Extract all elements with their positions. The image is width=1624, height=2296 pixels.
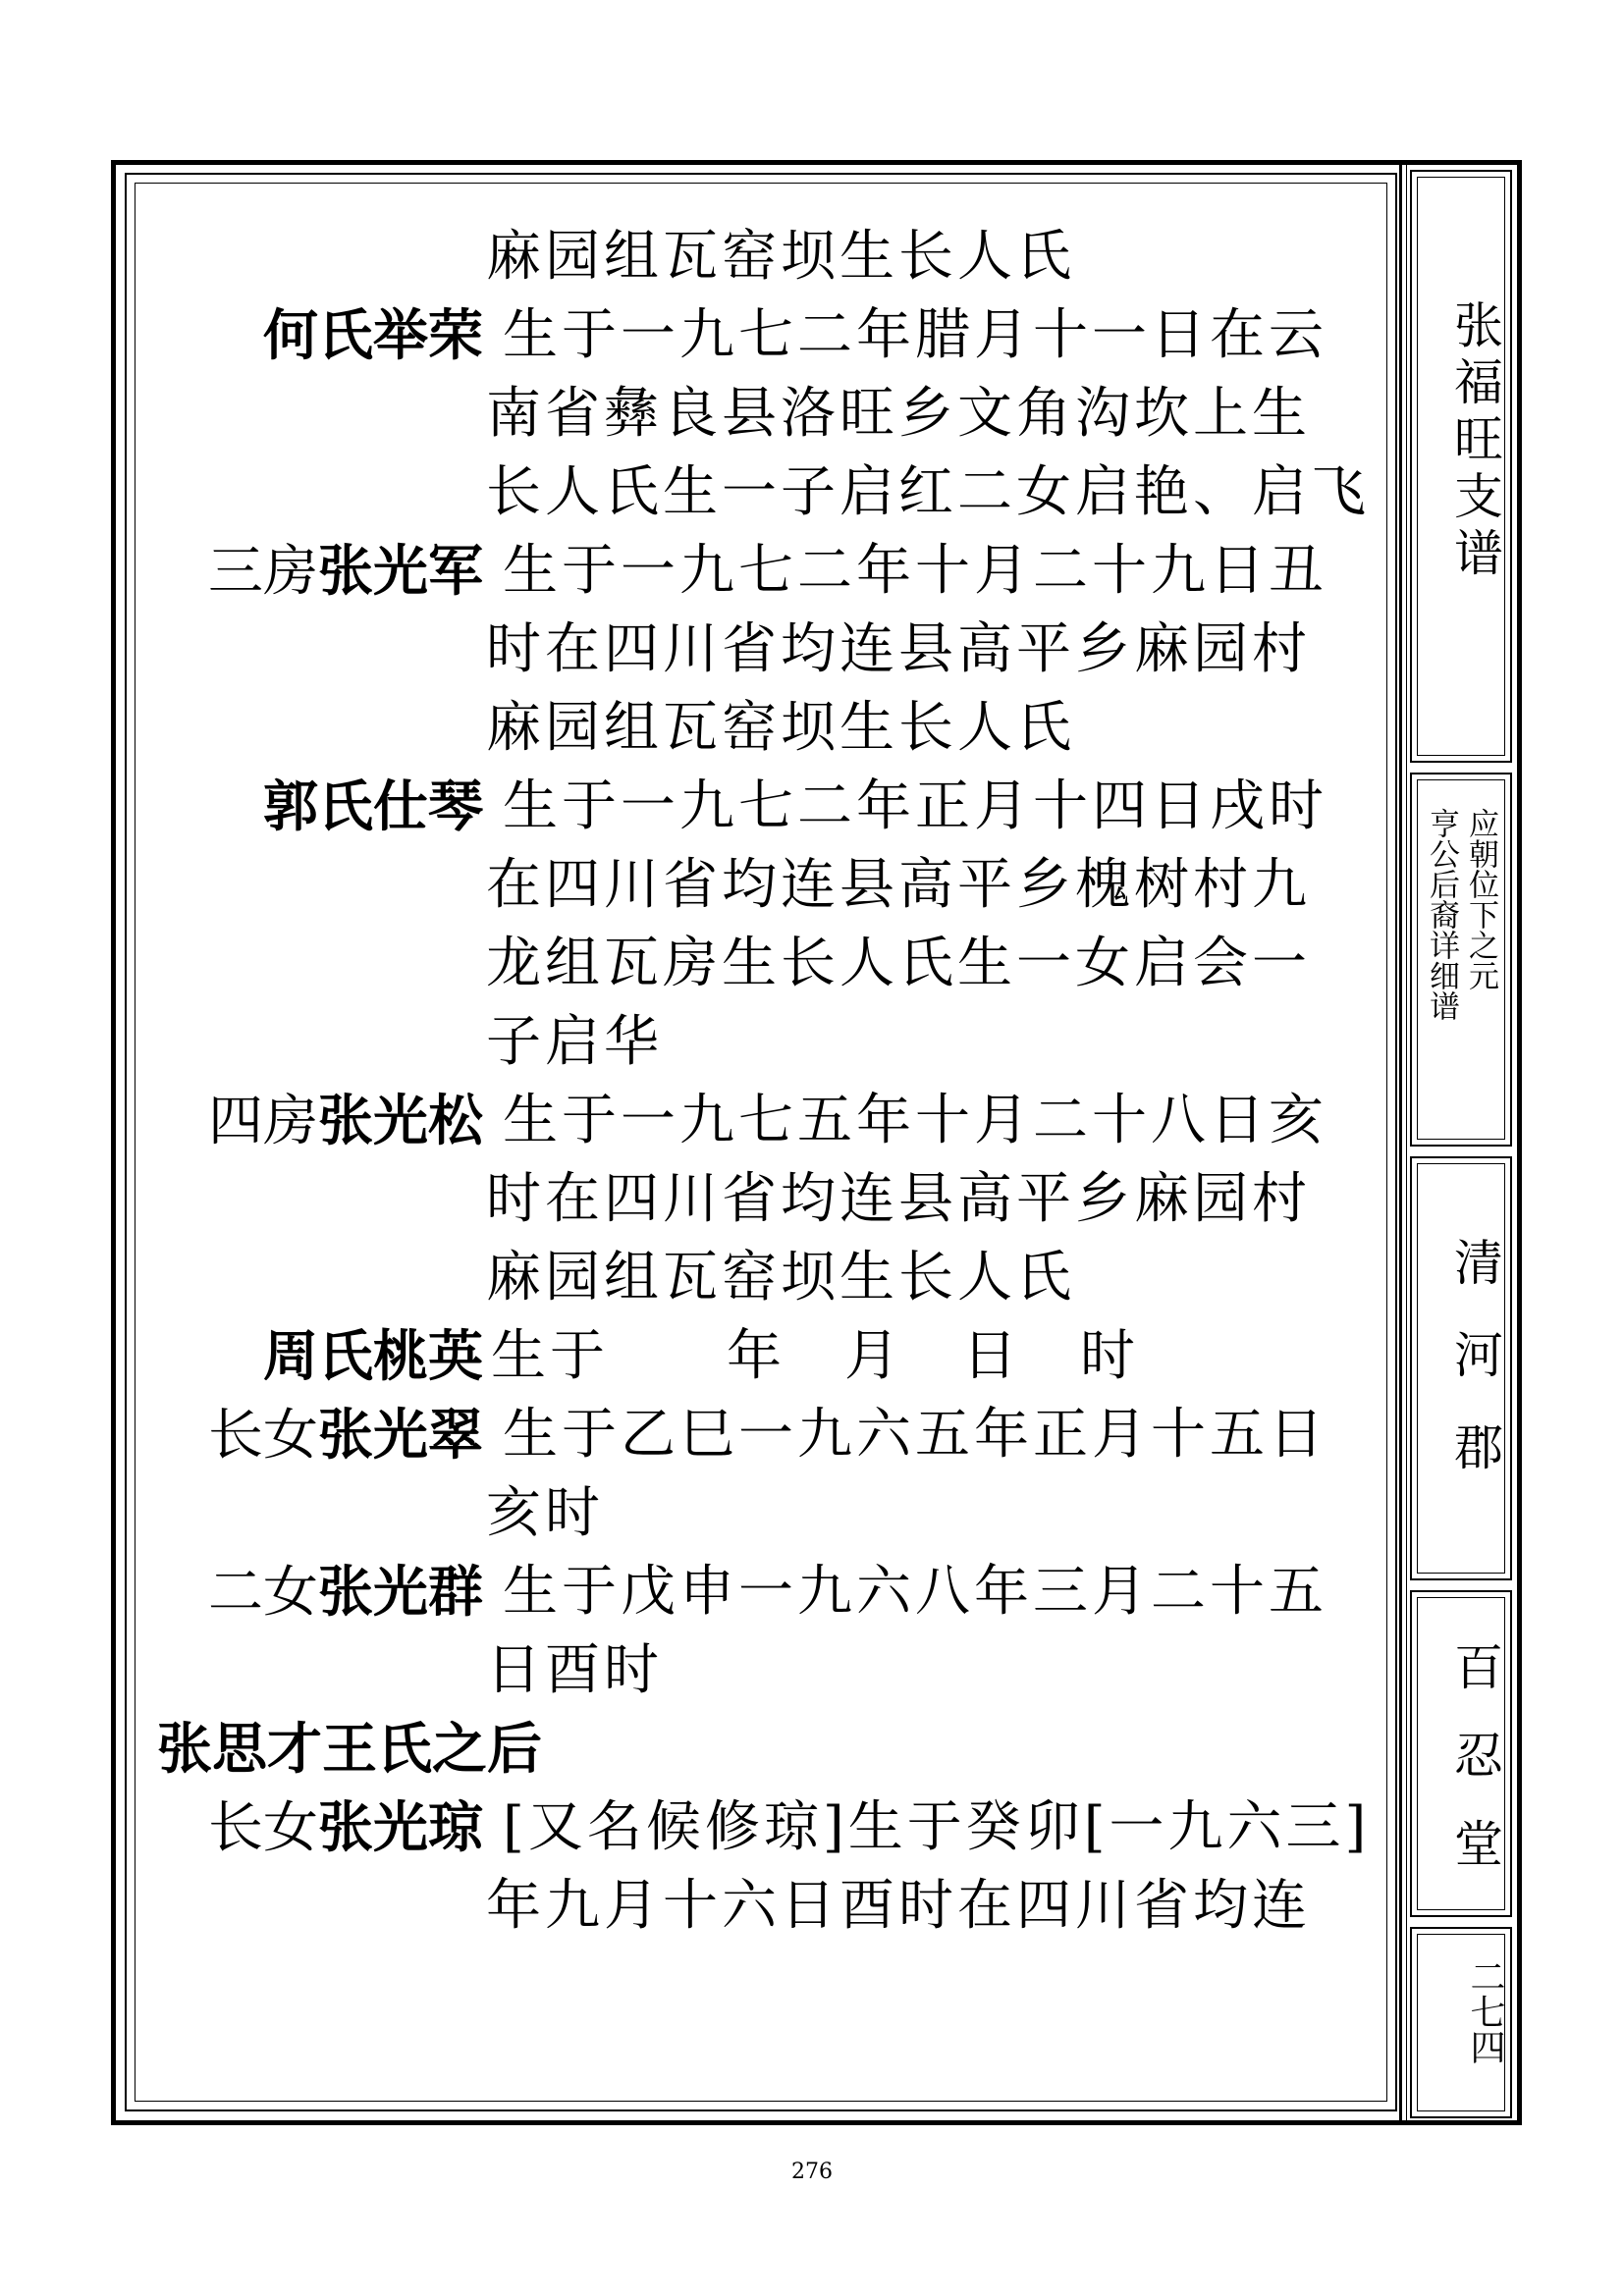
entry-text: 生于一九七二年正月十四日戌时: [503, 774, 1327, 838]
person-name: 张光军: [318, 539, 483, 604]
entry-continuation: 年九月十六日酉时在四川省均连: [486, 1874, 1311, 1938]
entry-text: 生于一九七二年腊月十一日在云: [503, 303, 1327, 367]
text-line: [157, 689, 1370, 768]
person-name: 张光群: [318, 1560, 483, 1625]
entry-continuation: 日酉时: [486, 1638, 663, 1702]
entry-continuation: 麻园组瓦窑坝生长人氏: [486, 696, 1075, 760]
divider-rule: [1399, 165, 1402, 2120]
text-line: [157, 1003, 1370, 1082]
leaf-number: 二七四: [1465, 1958, 1505, 2064]
text-line: [157, 454, 1370, 532]
text-line: [157, 1160, 1370, 1239]
relation-prefix: 长女: [208, 1796, 318, 1860]
lineage-note-right: 应朝位下之元: [1463, 808, 1498, 990]
entry-text: 生于戊申一九六八年三月二十五: [503, 1560, 1327, 1624]
person-name: 张光琼: [318, 1795, 483, 1860]
entry-label: [157, 532, 483, 611]
text-line: [157, 375, 1370, 454]
sidebar-commandery-cell: [1410, 1156, 1512, 1580]
entry-continuation: 子启华: [486, 1010, 663, 1074]
entry-text: 生于乙巳一九六五年正月十五日: [503, 1403, 1327, 1467]
sidebar-title-cell: [1410, 170, 1512, 763]
entry-continuation: 龙组瓦房生长人氏生一女启会一: [486, 932, 1311, 995]
entry-text: [又名候修琼]生于癸卯[一九六三]: [503, 1795, 1371, 1859]
text-line: [157, 1867, 1370, 1946]
entry-continuation: 长人氏生一子启红二女启艳、启飞: [486, 460, 1370, 524]
entry-label: [157, 1789, 483, 1867]
entry-continuation: 南省彝良县洛旺乡文角沟坎上生: [486, 382, 1311, 446]
text-line: [157, 532, 1370, 611]
entry-continuation: 时在四川省均连县高平乡麻园村: [486, 1167, 1311, 1231]
sidebar-hall-cell: [1410, 1590, 1512, 1917]
commandery-name: 清河郡: [1446, 1237, 1503, 1514]
lineage-note-left: 亨公后裔详细谱: [1424, 808, 1459, 1021]
page-number: 276: [791, 2160, 833, 2184]
text-line: [157, 611, 1370, 689]
entry-continuation: 在四川省均连县高平乡槐树村九: [486, 853, 1311, 917]
entry-text: 生于 年 月 日 时: [491, 1324, 1139, 1388]
text-line: [157, 925, 1370, 1003]
entry-label: [157, 1082, 483, 1160]
entry-continuation: 亥时: [486, 1481, 604, 1545]
person-name: 何氏举荣: [263, 303, 483, 368]
person-name: 周氏桃英: [263, 1324, 483, 1389]
text-line: [157, 846, 1370, 925]
entry-continuation: 麻园组瓦窑坝生长人氏: [486, 1246, 1075, 1309]
relation-prefix: 三房: [208, 540, 318, 604]
text-line: [157, 1317, 1370, 1396]
divider-rule-thin: [1406, 165, 1407, 2120]
text-line: [157, 1710, 1370, 1789]
text-line: [157, 1631, 1370, 1710]
genealogy-title: 张福旺支谱: [1446, 299, 1503, 584]
entry-text: 生于一九七二年十月二十九日丑: [503, 539, 1327, 603]
section-heading: 张思才王氏之后: [157, 1717, 542, 1782]
text-line: [157, 1553, 1370, 1631]
entry-label: [157, 1317, 483, 1396]
entry-label: [157, 296, 483, 375]
entry-label: [157, 1553, 483, 1631]
entry-continuation: 时在四川省均连县高平乡麻园村: [486, 617, 1311, 681]
entry-text: 生于一九七五年十月二十八日亥: [503, 1089, 1327, 1152]
text-line: [157, 218, 1370, 296]
person-name: 郭氏仕琴: [263, 774, 483, 839]
text-line: [157, 768, 1370, 846]
text-line: [157, 296, 1370, 375]
sidebar-lineage-cell: [1410, 773, 1512, 1147]
text-line: [157, 1082, 1370, 1160]
entry-continuation: 麻园组瓦窑坝生长人氏: [486, 225, 1075, 289]
genealogy-text: [157, 218, 1370, 1946]
person-name: 张光翠: [318, 1403, 483, 1468]
entry-label: [157, 768, 483, 846]
relation-prefix: 长女: [208, 1404, 318, 1468]
text-line: [157, 1474, 1370, 1553]
text-line: [157, 1789, 1370, 1867]
sidebar-leaf-cell: [1410, 1927, 1512, 2118]
hall-name: 百忍堂: [1446, 1641, 1503, 1906]
relation-prefix: 二女: [208, 1561, 318, 1625]
relation-prefix: 四房: [208, 1090, 318, 1153]
text-line: [157, 1396, 1370, 1474]
person-name: 张光松: [318, 1089, 483, 1153]
text-line: [157, 1239, 1370, 1317]
entry-label: [157, 1396, 483, 1474]
